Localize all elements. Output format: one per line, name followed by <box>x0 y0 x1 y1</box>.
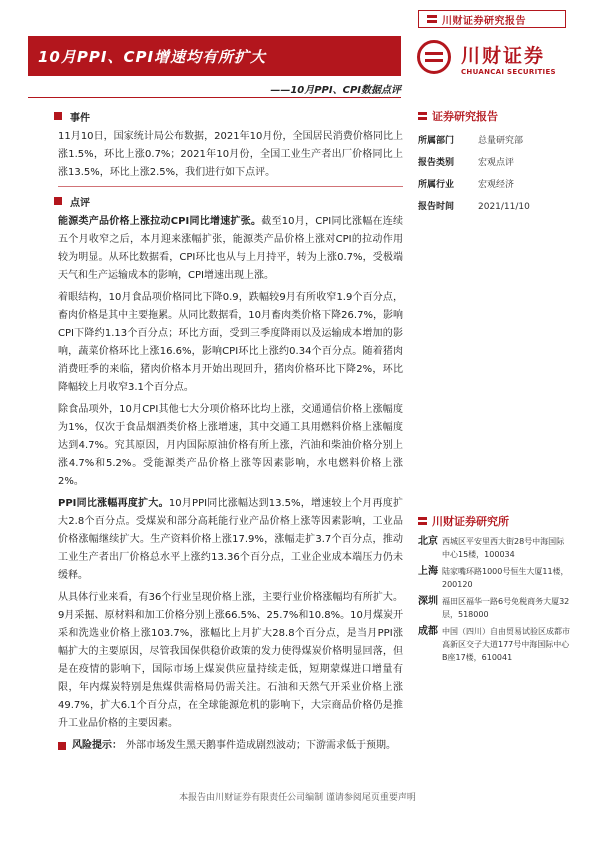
brand-mark-icon <box>418 516 427 527</box>
paragraph-body: 10月PPI同比涨幅达到13.5%，增速较上个月再度扩大2.8个百分点。受煤炭和部分高耗能行业产品价格上涨等因素影响，工业品价格涨幅继续扩大。生产资料价格上涨17.9%，涨幅走扩3.7个百分点，推动工业生产者出厂价格总水平上涨约13.36个百分点，工业企业成本端压力仍未缓释。 <box>58 498 403 581</box>
meta-value: 宏观点评 <box>478 158 515 168</box>
meta-value: 2021/11/10 <box>478 202 530 212</box>
square-bullet-icon <box>54 112 62 120</box>
report-info-title: 证券研究报告 <box>432 110 498 123</box>
office-address: 陆家嘴环路1000号恒生大厦11楼，200120 <box>442 567 569 589</box>
risk-warning <box>28 737 403 755</box>
report-tag <box>418 10 566 28</box>
comment-paragraph-1 <box>28 213 403 285</box>
event-paragraph: 11月10日，国家统计局公布数据，2021年10月份，全国居民消费价格同比上涨1.5%，环比上涨0.7%；2021年10月份，全国工业生产者出厂价格同比上涨13.5%，环比上涨2.5%，我们进行如下点评。 <box>58 131 403 178</box>
title-divider <box>28 97 401 98</box>
meta-row-date <box>418 200 568 214</box>
section-comment-header <box>28 193 403 209</box>
office-chengdu <box>418 625 570 664</box>
meta-row-department <box>418 134 568 148</box>
comment-paragraph-2: 着眼结构，10月食品项价格同比下降0.9，跌幅较9月有所收窄1.9个百分点，畜肉价格是其中主要拖累。从同比数据看，10月畜肉类价格下降26.7%，影响CPI下降约1.13个百分点；环比方面，受到三季度降雨以及运输成本增加的影响，蔬菜价格环比上涨16.6%，影响CPI环比上涨约0.34个百分点。随着猪肉消费旺季的来临，猪肉价格本月开始出现回升，猪肉价格环比下降2%，环比降幅较上月收窄3.1个百分点。 <box>58 292 403 393</box>
title-band <box>28 36 401 76</box>
page-footer: 本报告由川财证券有限责任公司编制 谨请参阅尾页重要声明 <box>179 793 416 803</box>
paragraph-lead: PPI同比涨幅再度扩大。 <box>58 498 169 509</box>
brand-mark-icon <box>418 111 427 122</box>
offices-title: 川财证券研究所 <box>432 515 509 528</box>
meta-row-industry <box>418 178 568 192</box>
paragraph-body: 截至10月，CPI同比涨幅在连续五个月收窄之后，本月迎来涨幅扩张，能源类产品价格上涨对CPI的拉动作用较为明显。从环比数据看，CPI环比也从与上月持平，转为上涨0.7%，受极端天气和生产运输成本的影响，CPI增速出现上涨。 <box>58 216 404 281</box>
section-event-title: 事件 <box>70 112 90 124</box>
meta-value: 宏观经济 <box>478 180 515 190</box>
logo-name-en: CHUANCAI SECURITIES <box>461 68 556 76</box>
meta-key: 所属部门 <box>418 136 455 146</box>
page-subtitle: ——10月PPI、CPI数据点评 <box>270 85 401 96</box>
meta-key: 所属行业 <box>418 180 455 190</box>
comment-paragraph-3: 除食品项外，10月CPI其他七大分项价格环比均上涨，交通通信价格上涨幅度为1%，仅次于食品烟酒类价格上涨增速，其中交通工具用燃料价格上涨幅度达到4.7%。究其原因，月内国际原油价格有所上涨，汽油和柴油价格分别上涨4.7%和5.2%。受能源类产品价格上涨等因素影响，水电燃料价格上涨2%。 <box>58 404 403 487</box>
section-comment-title: 点评 <box>70 197 90 209</box>
page-title: 10月PPI、CPI增速均有所扩大 <box>38 47 267 66</box>
meta-key: 报告类别 <box>418 158 455 168</box>
risk-label: 风险提示： <box>72 740 122 751</box>
office-shenzhen <box>418 595 570 621</box>
office-city: 成都 <box>418 626 438 637</box>
office-beijing <box>418 535 570 561</box>
report-info-header <box>418 108 568 124</box>
logo-name-cn: 川财证券 <box>461 45 546 67</box>
comment-paragraph-5: 从具体行业来看，有36个行业呈现价格上涨，主要行业价格涨幅均有所扩大。9月采掘、原材料和加工价格分别上涨66.5%、25.7%和10.8%。10月煤炭开采和洗选业价格上涨103.7%，涨幅比上月扩大28.8个百分点，是当月PPI涨幅扩大的主要原因，尽管我国保供稳价政策的发力使得煤炭价格明显回落，但是在疫情的影响下，国际市场上煤炭供应量持续走低，短期蒙煤进口增量有限，年内煤炭特别是焦煤供需格局仍需关注。石油和天然气开采业价格上涨49.7%，扩大6.1个百分点，在全球能源危机的影响下，大宗商品价格仍是推升工业品价格的主要因素。 <box>58 592 403 729</box>
office-address: 福田区福华一路6号免税商务大厦32层，518000 <box>442 597 570 619</box>
offices-header <box>418 513 570 529</box>
square-bullet-icon <box>58 742 66 750</box>
risk-text: 外部市场发生黑天鹅事件造成剧烈波动；下游需求低于预期。 <box>126 740 396 751</box>
logo-emblem-icon <box>417 40 451 74</box>
section-divider <box>58 186 403 187</box>
office-address: 中国（四川）自由贸易试验区成都市高新区交子大道177号中海国际中心B座17楼，610041 <box>442 627 570 662</box>
comment-paragraph-4 <box>28 495 403 585</box>
office-city: 深圳 <box>418 596 438 607</box>
paragraph-lead: 能源类产品价格上涨拉动CPI同比增速扩张。 <box>58 216 262 227</box>
meta-row-category <box>418 156 568 170</box>
company-logo <box>417 40 567 85</box>
square-bullet-icon <box>54 197 62 205</box>
report-info-panel <box>418 108 568 222</box>
offices-panel <box>418 513 570 668</box>
office-shanghai <box>418 565 570 591</box>
office-address: 西城区平安里西大街28号中海国际中心15楼，100034 <box>442 537 565 559</box>
office-city: 北京 <box>418 536 438 547</box>
meta-value: 总量研究部 <box>478 136 524 146</box>
report-tag-text: 川财证券研究报告 <box>442 15 526 27</box>
office-city: 上海 <box>418 566 438 577</box>
section-event-header <box>28 108 403 124</box>
brand-mark-icon <box>427 14 437 24</box>
main-content <box>28 108 403 755</box>
meta-key: 报告时间 <box>418 202 455 212</box>
